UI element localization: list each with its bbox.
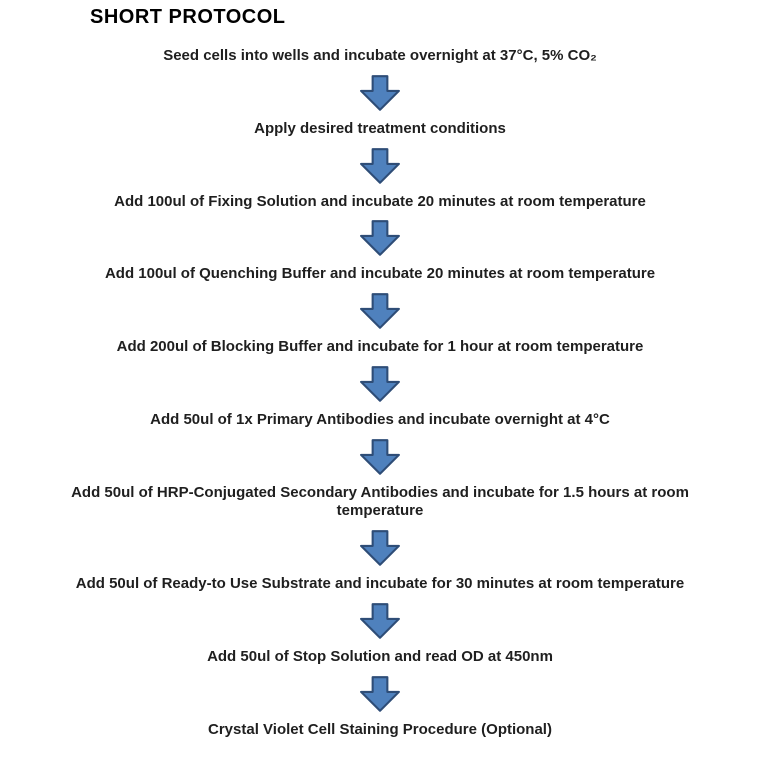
step-text: Add 50ul of HRP-Conjugated Secondary Antibodies and incubate for 1.5 hours at room temperature xyxy=(71,483,689,520)
step-text: Add 200ul of Blocking Buffer and incubate for 1 hour at room temperature xyxy=(116,338,644,355)
down-arrow-icon xyxy=(359,366,401,402)
down-arrow-icon xyxy=(359,220,401,256)
step-text: Crystal Violet Cell Staining Procedure (Optional) xyxy=(208,720,552,738)
page-title: SHORT PROTOCOL xyxy=(90,6,286,28)
step-text: Seed cells into wells and incubate overnight at 37°C, 5% CO₂ xyxy=(163,47,597,64)
protocol-flow xyxy=(52,45,708,741)
down-arrow-icon xyxy=(359,148,401,184)
down-arrow-icon xyxy=(359,293,401,329)
step-text: Add 100ul of Fixing Solution and incubate 20 minutes at room temperature xyxy=(114,192,646,210)
down-arrow-icon xyxy=(359,75,401,111)
down-arrow-icon xyxy=(359,530,401,566)
down-arrow-icon xyxy=(359,439,401,475)
step-text: Apply desired treatment conditions xyxy=(254,119,506,137)
step-text: Add 50ul of Ready-to Use Substrate and incubate for 30 minutes at room temperature xyxy=(75,575,685,592)
step-text: Add 50ul of Stop Solution and read OD at 450nm xyxy=(207,647,553,665)
down-arrow-icon xyxy=(359,676,401,712)
step-text: Add 50ul of 1x Primary Antibodies and incubate overnight at 4°C xyxy=(150,410,610,428)
step-text: Add 100ul of Quenching Buffer and incubate 20 minutes at room temperature xyxy=(104,265,656,283)
down-arrow-icon xyxy=(359,603,401,639)
